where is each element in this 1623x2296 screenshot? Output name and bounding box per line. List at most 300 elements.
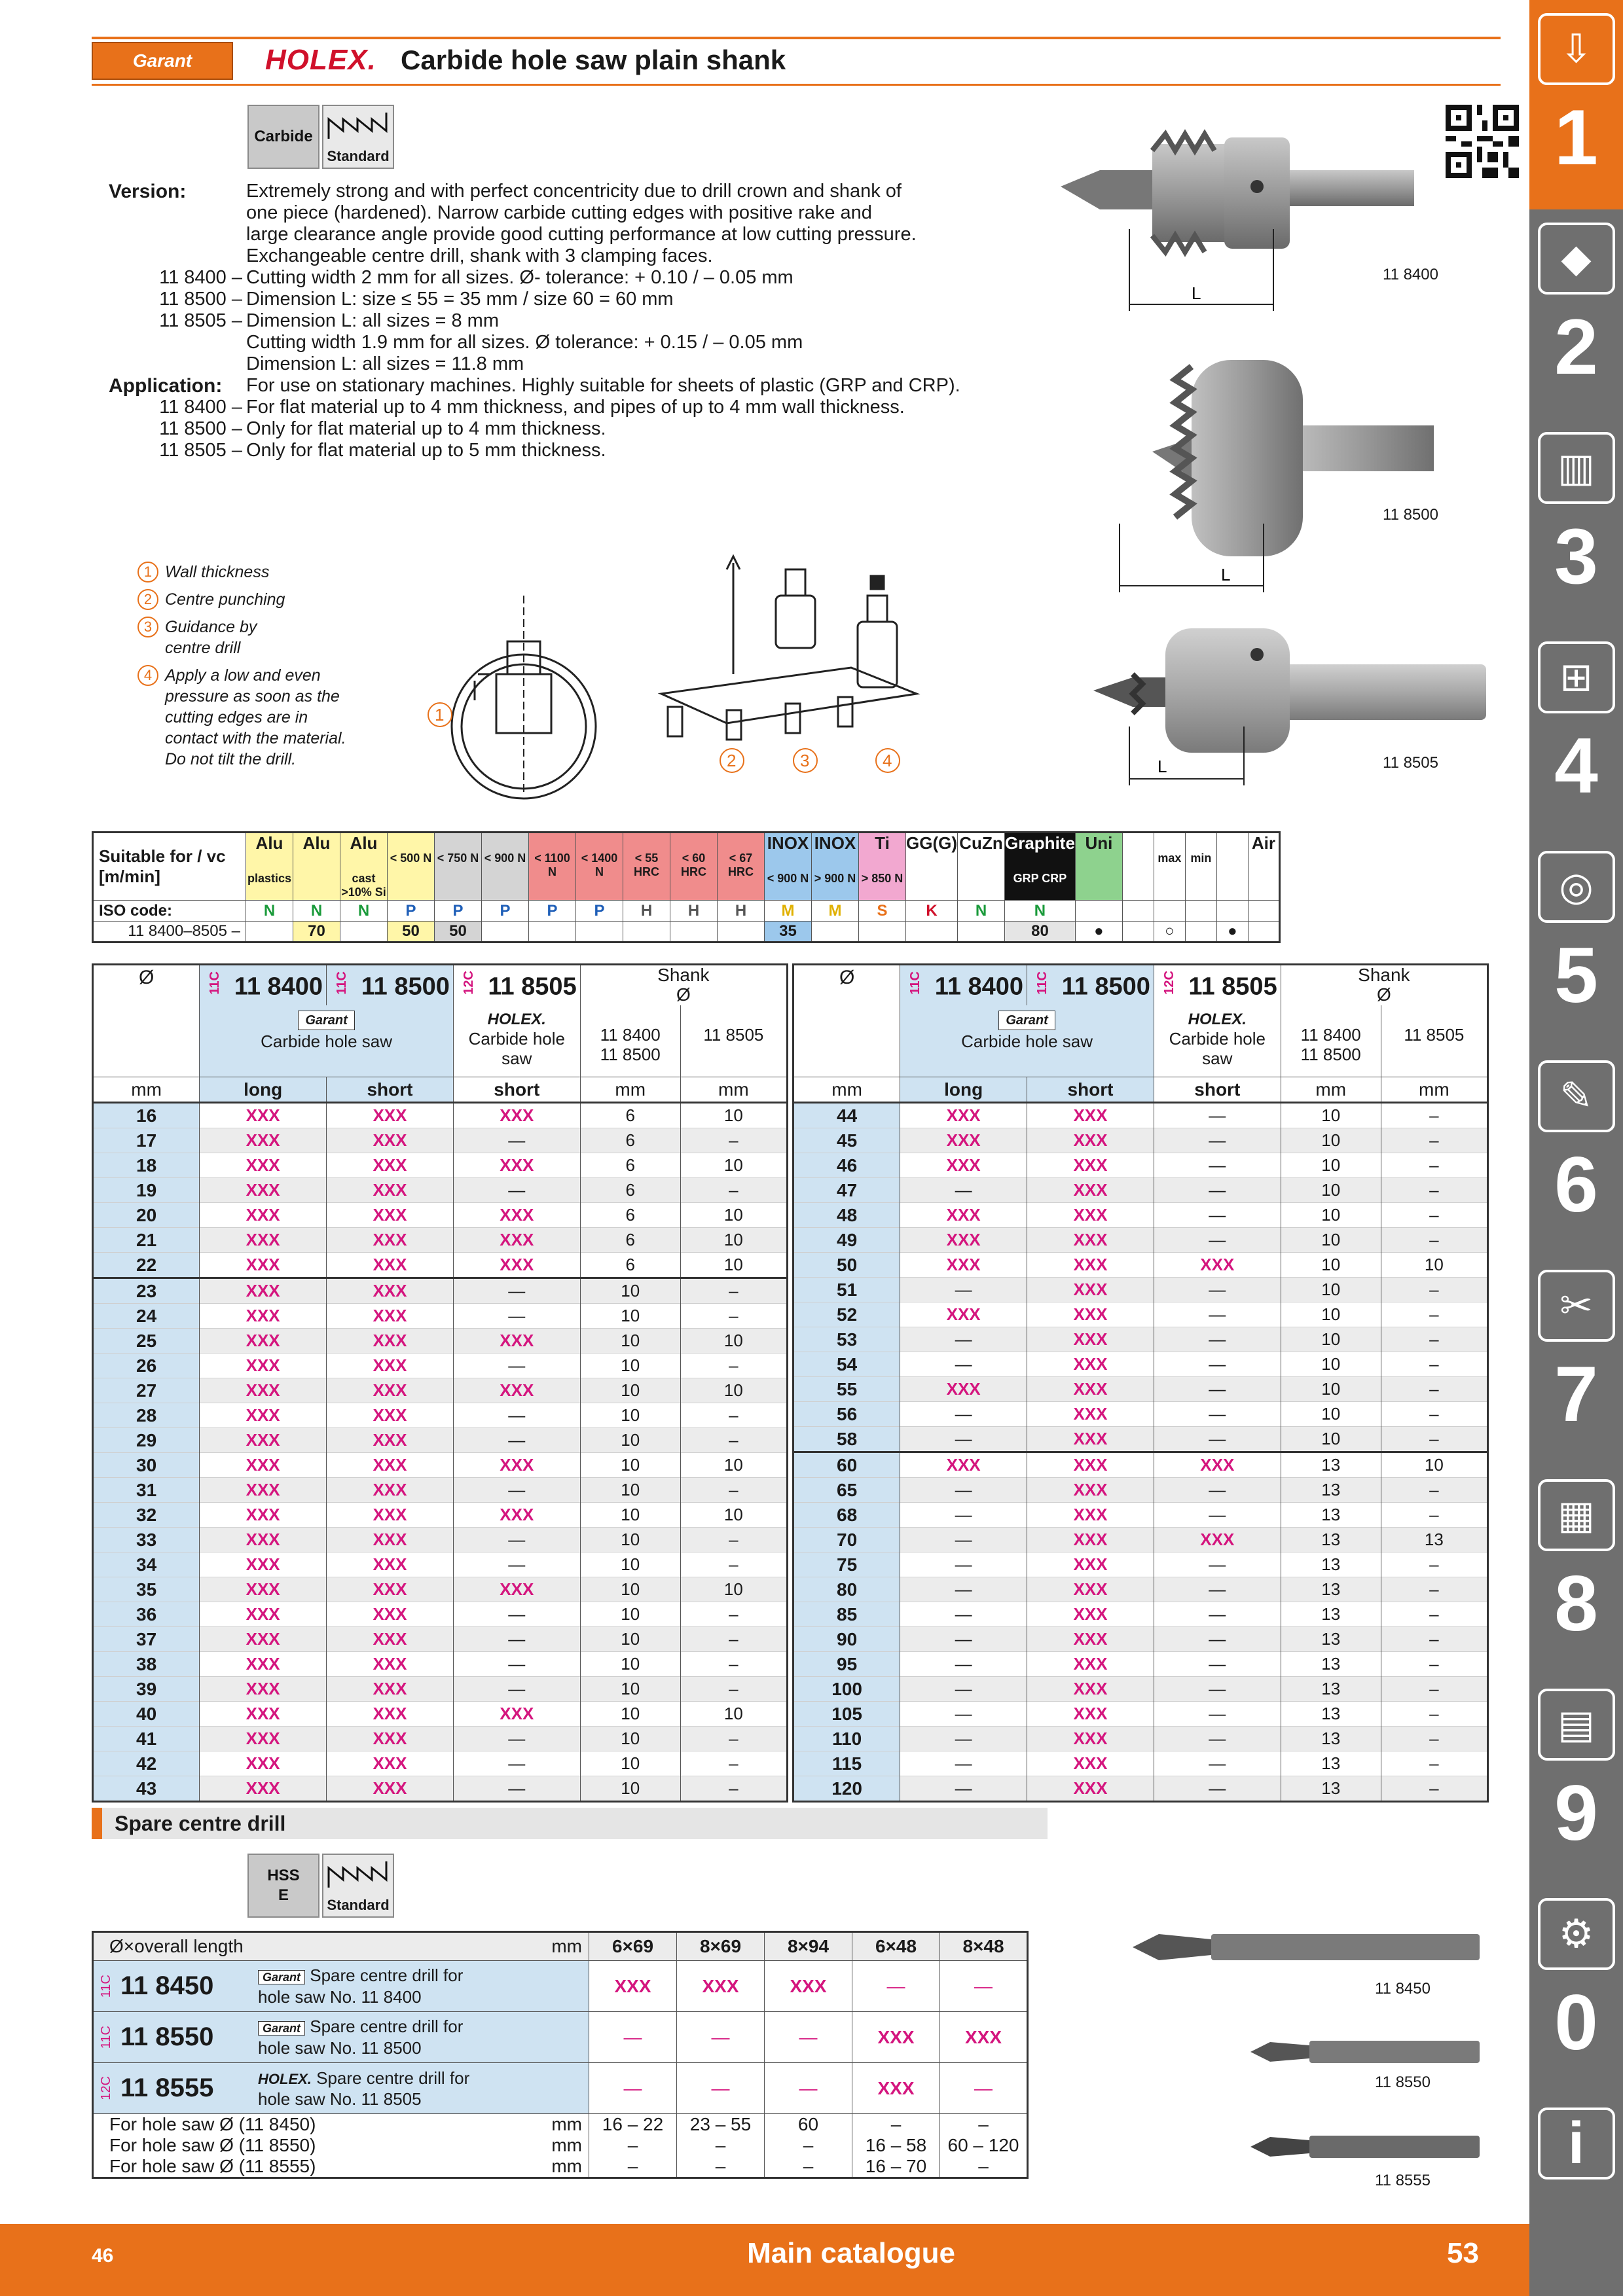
- value-cell: —: [453, 1403, 580, 1428]
- order-cell[interactable]: XXX: [1027, 1627, 1154, 1652]
- cutting-speed-cell: [1122, 922, 1154, 942]
- order-cell[interactable]: XXX: [589, 1961, 677, 2012]
- order-cell[interactable]: XXX: [327, 1776, 454, 1802]
- shank-col-header: 11 8505: [1381, 1005, 1487, 1077]
- value-cell: 13: [1381, 1528, 1487, 1552]
- order-cell[interactable]: XXX: [1027, 1228, 1154, 1253]
- value-cell: –: [1381, 1302, 1487, 1327]
- order-cell[interactable]: XXX: [200, 1727, 327, 1751]
- material-header: [340, 833, 387, 899]
- diameter-cell: 36: [93, 1602, 200, 1627]
- value-cell: —: [453, 1776, 580, 1802]
- order-cell[interactable]: XXX: [1027, 1352, 1154, 1377]
- order-cell[interactable]: XXX: [900, 1128, 1027, 1153]
- table-row: [93, 1503, 788, 1528]
- diameter-cell: 56: [793, 1402, 900, 1427]
- order-cell[interactable]: XXX: [453, 1378, 580, 1403]
- order-cell[interactable]: XXX: [200, 1228, 327, 1253]
- material-header: [576, 852, 623, 879]
- order-cell[interactable]: XXX: [200, 1403, 327, 1428]
- iso-code-cell: P: [435, 901, 482, 922]
- order-cell[interactable]: XXX: [1027, 1751, 1154, 1776]
- order-cell[interactable]: XXX: [1154, 1452, 1281, 1478]
- cutting-speed-cell: [1185, 922, 1216, 942]
- chapter-icon: ⚙: [1538, 1898, 1615, 1970]
- order-cell[interactable]: XXX: [327, 1727, 454, 1751]
- value-cell: 13: [1281, 1677, 1381, 1702]
- cutting-speed-cell: [958, 922, 1005, 942]
- material-header: [1005, 833, 1075, 886]
- order-cell[interactable]: XXX: [900, 1103, 1027, 1128]
- hole-saw-table-left: [92, 963, 788, 1803]
- order-cell[interactable]: XXX: [1027, 1652, 1154, 1677]
- value-cell: 10: [1381, 1452, 1487, 1478]
- material-header: [958, 833, 1004, 853]
- order-cell[interactable]: XXX: [327, 1378, 454, 1403]
- value-cell: 13: [1281, 1602, 1381, 1627]
- value-cell: 6: [580, 1153, 680, 1178]
- cutting-speed-cell: [576, 922, 623, 942]
- value-cell: –: [1381, 1203, 1487, 1228]
- table-row: [93, 1652, 788, 1677]
- order-cell[interactable]: XXX: [677, 1961, 765, 2012]
- order-cell[interactable]: XXX: [327, 1103, 454, 1128]
- value-cell: 13: [1281, 1652, 1381, 1677]
- chapter-number: 8: [1554, 1560, 1598, 1647]
- article-no-header: 12C 11 8505: [453, 965, 580, 1005]
- iso-code-cell: P: [388, 901, 435, 922]
- version-text: Extremely strong and with perfect concentricity due to drill crown and shank of one piece (hardened). Narrow carbide cutting edges with positive rake and large clearance angle provide good cutting performance at low cutting pressure. Exchangeable centre drill, shank with 3 clamping faces.: [246, 181, 917, 266]
- value-cell: 13: [1281, 1751, 1381, 1776]
- order-cell[interactable]: XXX: [200, 1602, 327, 1627]
- value-cell: 10: [580, 1378, 680, 1403]
- value-cell: —: [765, 2012, 852, 2063]
- order-cell[interactable]: XXX: [453, 1253, 580, 1278]
- value-cell: —: [1154, 1402, 1281, 1427]
- range-cell: –: [940, 2156, 1028, 2178]
- size-header-cell: 8×94: [765, 1932, 852, 1961]
- value-cell: 10: [1281, 1377, 1381, 1402]
- order-cell[interactable]: XXX: [1027, 1503, 1154, 1528]
- material-sub: < 500 N: [390, 852, 432, 865]
- value-cell: 10: [580, 1453, 680, 1478]
- order-cell[interactable]: XXX: [200, 1278, 327, 1304]
- table-row: [93, 1478, 788, 1503]
- value-cell: —: [1154, 1503, 1281, 1528]
- order-cell[interactable]: XXX: [900, 1253, 1027, 1278]
- order-cell[interactable]: XXX: [765, 1961, 852, 2012]
- value-cell: –: [680, 1602, 787, 1627]
- order-cell[interactable]: XXX: [852, 2012, 940, 2063]
- value-cell: 6: [580, 1203, 680, 1228]
- chapter-tab-9[interactable]: [1529, 1676, 1623, 1885]
- value-cell: 10: [1281, 1103, 1381, 1128]
- order-cell[interactable]: XXX: [327, 1228, 454, 1253]
- info-icon: i: [1538, 2108, 1615, 2179]
- iso-code-cell: S: [859, 901, 906, 922]
- order-cell[interactable]: XXX: [200, 1203, 327, 1228]
- chapter-number: 3: [1554, 512, 1598, 600]
- application-label: Application:: [109, 375, 223, 397]
- value-cell: 13: [1281, 1452, 1381, 1478]
- order-cell[interactable]: XXX: [327, 1652, 454, 1677]
- order-cell[interactable]: XXX: [1027, 1702, 1154, 1727]
- standard-tile: Standard: [322, 105, 394, 169]
- order-cell[interactable]: XXX: [900, 1153, 1027, 1178]
- value-cell: —: [1154, 1178, 1281, 1203]
- value-cell: –: [680, 1727, 787, 1751]
- value-cell: —: [940, 1961, 1028, 2012]
- order-cell[interactable]: XXX: [327, 1677, 454, 1702]
- value-cell: 10: [1281, 1228, 1381, 1253]
- diameter-cell: 39: [93, 1677, 200, 1702]
- iso-code-cell: H: [718, 901, 765, 922]
- order-cell[interactable]: XXX: [1027, 1402, 1154, 1427]
- section-marker: [92, 1808, 102, 1839]
- order-cell[interactable]: XXX: [327, 1354, 454, 1378]
- order-cell[interactable]: XXX: [1027, 1528, 1154, 1552]
- suitability-table: [92, 831, 1281, 943]
- value-cell: –: [680, 1677, 787, 1702]
- order-cell[interactable]: XXX: [200, 1428, 327, 1453]
- order-cell[interactable]: XXX: [200, 1178, 327, 1203]
- order-cell[interactable]: XXX: [1027, 1377, 1154, 1402]
- value-cell: —: [453, 1627, 580, 1652]
- order-cell[interactable]: XXX: [1027, 1577, 1154, 1602]
- order-cell[interactable]: XXX: [200, 1378, 327, 1403]
- diameter-cell: 44: [793, 1103, 900, 1128]
- order-cell[interactable]: XXX: [200, 1478, 327, 1503]
- iso-code-cell: [1216, 901, 1248, 922]
- material-name: Air: [1251, 833, 1275, 853]
- material-header-cell: [246, 833, 293, 901]
- order-cell[interactable]: XXX: [327, 1453, 454, 1478]
- order-cell[interactable]: XXX: [327, 1627, 454, 1652]
- for-hole-saw-row: [93, 2156, 1028, 2178]
- order-cell[interactable]: XXX: [327, 1503, 454, 1528]
- order-cell[interactable]: XXX: [1027, 1452, 1154, 1478]
- table-row: [93, 1103, 788, 1128]
- order-cell[interactable]: XXX: [200, 1354, 327, 1378]
- value-cell: —: [453, 1278, 580, 1304]
- table-row: [793, 1602, 1488, 1627]
- value-cell: 10: [1281, 1153, 1381, 1178]
- order-cell[interactable]: XXX: [1027, 1203, 1154, 1228]
- chapter-tab-4[interactable]: [1529, 628, 1623, 838]
- qr-code-icon[interactable]: [1446, 105, 1519, 178]
- order-cell[interactable]: XXX: [200, 1304, 327, 1329]
- order-cell[interactable]: XXX: [327, 1304, 454, 1329]
- chapter-tab-3[interactable]: [1529, 419, 1623, 628]
- order-cell[interactable]: XXX: [327, 1552, 454, 1577]
- order-cell[interactable]: XXX: [200, 1528, 327, 1552]
- order-cell[interactable]: XXX: [1027, 1302, 1154, 1327]
- diameter-cell: 115: [793, 1751, 900, 1776]
- table-header-row: [93, 965, 788, 1005]
- order-cell[interactable]: XXX: [200, 1552, 327, 1577]
- order-cell[interactable]: XXX: [327, 1702, 454, 1727]
- table-row: [793, 1702, 1488, 1727]
- value-cell: —: [900, 1402, 1027, 1427]
- order-cell[interactable]: XXX: [453, 1203, 580, 1228]
- order-cell[interactable]: XXX: [1154, 1253, 1281, 1278]
- order-cell[interactable]: XXX: [327, 1128, 454, 1153]
- order-cell[interactable]: XXX: [1027, 1552, 1154, 1577]
- material-header: [1076, 833, 1122, 853]
- chapter-number: 7: [1554, 1350, 1598, 1438]
- holex-desc-cell: HOLEX. Carbide hole saw: [453, 1005, 580, 1077]
- order-cell[interactable]: XXX: [327, 1528, 454, 1552]
- value-cell: –: [1381, 1727, 1487, 1751]
- table-row: [793, 1327, 1488, 1352]
- order-cell[interactable]: XXX: [200, 1677, 327, 1702]
- order-cell[interactable]: XXX: [453, 1453, 580, 1478]
- value-cell: —: [852, 1961, 940, 2012]
- value-cell: 13: [1281, 1702, 1381, 1727]
- order-cell[interactable]: XXX: [200, 1103, 327, 1128]
- order-cell[interactable]: XXX: [900, 1452, 1027, 1478]
- page-number-right: 53: [1447, 2237, 1479, 2269]
- order-cell[interactable]: XXX: [327, 1203, 454, 1228]
- value-cell: –: [1381, 1702, 1487, 1727]
- unit-cell: mm: [793, 1077, 900, 1103]
- material-header-cell: [529, 833, 576, 901]
- value-cell: 10: [680, 1329, 787, 1354]
- diameter-cell: 22: [93, 1253, 200, 1278]
- material-header: [859, 833, 905, 886]
- value-cell: 10: [580, 1478, 680, 1503]
- unit-cell: mm: [1281, 1077, 1381, 1103]
- value-cell: —: [1154, 1776, 1281, 1802]
- order-cell[interactable]: XXX: [327, 1428, 454, 1453]
- order-cell[interactable]: XXX: [900, 1377, 1027, 1402]
- table-row: [93, 1378, 788, 1403]
- order-cell[interactable]: XXX: [1027, 1602, 1154, 1627]
- order-cell[interactable]: XXX: [453, 1702, 580, 1727]
- order-cell[interactable]: XXX: [200, 1577, 327, 1602]
- table-row: [793, 1452, 1488, 1478]
- order-cell[interactable]: XXX: [200, 1253, 327, 1278]
- chapter-number: 6: [1554, 1141, 1598, 1229]
- article-no-header: 12C 11 8505: [1154, 965, 1281, 1005]
- order-cell[interactable]: XXX: [1027, 1727, 1154, 1751]
- chapter-tab-1[interactable]: [1529, 0, 1623, 209]
- order-cell[interactable]: XXX: [327, 1253, 454, 1278]
- iso-code-cell: H: [623, 901, 670, 922]
- order-cell[interactable]: XXX: [327, 1602, 454, 1627]
- cutting-speed-cell: 80: [1005, 922, 1076, 942]
- value-cell: —: [589, 2063, 677, 2114]
- order-cell[interactable]: XXX: [1027, 1478, 1154, 1503]
- material-header-cell: [859, 833, 906, 901]
- table-row: [93, 1776, 788, 1802]
- chapter-tab-5[interactable]: [1529, 838, 1623, 1047]
- header-rule-bottom: [92, 84, 1501, 86]
- value-cell: –: [1381, 1128, 1487, 1153]
- table-row: [793, 1153, 1488, 1178]
- material-header-cell: [1122, 833, 1154, 901]
- order-cell[interactable]: XXX: [200, 1503, 327, 1528]
- order-cell[interactable]: XXX: [1027, 1677, 1154, 1702]
- order-cell[interactable]: XXX: [1027, 1253, 1154, 1278]
- value-cell: –: [1381, 1503, 1487, 1528]
- for-hole-saw-row: [93, 2135, 1028, 2156]
- unit-cell: short: [453, 1077, 580, 1103]
- chapter-icon: ◆: [1538, 223, 1615, 295]
- order-cell[interactable]: XXX: [200, 1776, 327, 1802]
- order-cell[interactable]: XXX: [200, 1627, 327, 1652]
- order-cell[interactable]: XXX: [453, 1103, 580, 1128]
- iso-code-cell: [1122, 901, 1154, 922]
- order-cell[interactable]: XXX: [1027, 1128, 1154, 1153]
- value-cell: —: [1154, 1228, 1281, 1253]
- order-cell[interactable]: XXX: [1027, 1103, 1154, 1128]
- table-row: [793, 1503, 1488, 1528]
- chapter-number: 0: [1554, 1979, 1598, 2066]
- order-cell[interactable]: XXX: [453, 1577, 580, 1602]
- order-cell[interactable]: XXX: [200, 1702, 327, 1727]
- value-cell: —: [1154, 1352, 1281, 1377]
- order-cell[interactable]: XXX: [327, 1478, 454, 1503]
- order-cell[interactable]: XXX: [1027, 1427, 1154, 1452]
- value-cell: —: [900, 1478, 1027, 1503]
- order-cell[interactable]: XXX: [1027, 1776, 1154, 1802]
- material-sub: GRP CRP: [1013, 872, 1067, 885]
- order-cell[interactable]: XXX: [200, 1652, 327, 1677]
- cutting-speed-cell: [482, 922, 529, 942]
- material-header: [435, 852, 481, 865]
- material-sub: > 900 N: [814, 872, 856, 885]
- order-cell[interactable]: XXX: [1027, 1278, 1154, 1302]
- value-cell: 10: [680, 1577, 787, 1602]
- order-cell[interactable]: XXX: [940, 2012, 1028, 2063]
- order-cell[interactable]: XXX: [1154, 1528, 1281, 1552]
- diameter-cell: 32: [93, 1503, 200, 1528]
- order-cell[interactable]: XXX: [900, 1228, 1027, 1253]
- order-cell[interactable]: XXX: [327, 1329, 454, 1354]
- drill-118450-image: [1133, 1928, 1486, 1967]
- material-header: [1186, 852, 1216, 865]
- table-row: [93, 1253, 788, 1278]
- table-row: [793, 1427, 1488, 1452]
- order-cell[interactable]: XXX: [327, 1153, 454, 1178]
- application-numbers: 11 8400 – 11 8500 – 11 8505 –: [159, 397, 242, 461]
- order-cell[interactable]: XXX: [1027, 1153, 1154, 1178]
- size-header-label: Ø×overall length mm: [93, 1932, 589, 1961]
- footer-title: Main catalogue: [747, 2237, 955, 2269]
- order-cell[interactable]: XXX: [327, 1751, 454, 1776]
- section-title: Spare centre drill: [115, 1811, 286, 1835]
- table-row: [793, 1228, 1488, 1253]
- material-header-cell: [340, 833, 388, 901]
- order-cell[interactable]: XXX: [327, 1178, 454, 1203]
- table-row: [93, 1751, 788, 1776]
- order-cell[interactable]: XXX: [200, 1329, 327, 1354]
- order-cell[interactable]: XXX: [200, 1153, 327, 1178]
- order-cell[interactable]: XXX: [900, 1203, 1027, 1228]
- cutting-speed-cell: 50: [388, 922, 435, 942]
- order-cell[interactable]: XXX: [453, 1153, 580, 1178]
- diameter-cell: 20: [93, 1203, 200, 1228]
- value-cell: 10: [1281, 1203, 1381, 1228]
- value-cell: 10: [580, 1403, 680, 1428]
- order-cell[interactable]: XXX: [327, 1278, 454, 1304]
- order-cell[interactable]: XXX: [200, 1453, 327, 1478]
- diameter-cell: 49: [793, 1228, 900, 1253]
- iso-code-cell: N: [246, 901, 293, 922]
- spare-row: [93, 2063, 1028, 2114]
- diagram-callout-3: 3: [800, 751, 810, 770]
- value-cell: —: [1154, 1652, 1281, 1677]
- iso-code-cell: N: [1005, 901, 1076, 922]
- order-cell[interactable]: XXX: [1027, 1327, 1154, 1352]
- range-cell: –: [677, 2135, 765, 2156]
- diagram-callout-2: 2: [727, 751, 737, 770]
- value-cell: —: [677, 2012, 765, 2063]
- value-cell: 13: [1281, 1776, 1381, 1802]
- table-row: [93, 1453, 788, 1478]
- value-cell: —: [1154, 1302, 1281, 1327]
- cutting-speed-cell: [529, 922, 576, 942]
- chapter-tab-0[interactable]: [1529, 1885, 1623, 2094]
- material-header: [246, 833, 293, 886]
- usage-diagram: [419, 543, 1008, 818]
- unit-cell: short: [1154, 1077, 1281, 1103]
- value-cell: —: [1154, 1427, 1281, 1452]
- order-cell[interactable]: XXX: [327, 1403, 454, 1428]
- hole-saw-table-right: [792, 963, 1489, 1803]
- material-name: Uni: [1085, 833, 1113, 853]
- order-cell[interactable]: XXX: [453, 1503, 580, 1528]
- chapter-tab-2[interactable]: [1529, 209, 1623, 419]
- hole-saw-118400-image: [1061, 124, 1427, 314]
- diameter-cell: 27: [93, 1378, 200, 1403]
- chapter-tab-i[interactable]: [1529, 2094, 1623, 2199]
- material-name: CuZn: [959, 833, 1003, 853]
- cutting-speed-cell: [670, 922, 718, 942]
- chapter-tab-8[interactable]: [1529, 1466, 1623, 1676]
- material-sub: < 67 HRC: [728, 852, 754, 878]
- diameter-cell: 46: [793, 1153, 900, 1178]
- suitability-label: Suitable for / vc [m/min]: [93, 833, 246, 901]
- diagram-callout-1: 1: [435, 705, 445, 725]
- value-cell: –: [1381, 1776, 1487, 1802]
- value-cell: —: [900, 1327, 1027, 1352]
- shank-col-header: 11 8505: [680, 1005, 787, 1077]
- order-cell[interactable]: XXX: [200, 1128, 327, 1153]
- cutting-speed-cell: [906, 922, 958, 942]
- material-sub: min: [1190, 852, 1212, 865]
- spare-row: [93, 1961, 1028, 2012]
- value-cell: 6: [580, 1253, 680, 1278]
- material-header-cell: [435, 833, 482, 901]
- order-cell[interactable]: XXX: [852, 2063, 940, 2114]
- order-cell[interactable]: XXX: [327, 1577, 454, 1602]
- value-cell: –: [680, 1304, 787, 1329]
- table-row: [793, 1727, 1488, 1751]
- order-cell[interactable]: XXX: [453, 1228, 580, 1253]
- order-cell[interactable]: XXX: [1027, 1178, 1154, 1203]
- order-cell[interactable]: XXX: [200, 1751, 327, 1776]
- material-sub: max: [1158, 852, 1182, 865]
- order-cell[interactable]: XXX: [900, 1302, 1027, 1327]
- table-row: [93, 1727, 788, 1751]
- table-row: [793, 1577, 1488, 1602]
- order-cell[interactable]: XXX: [453, 1329, 580, 1354]
- chapter-tab-7[interactable]: [1529, 1257, 1623, 1466]
- size-header-cell: 6×48: [852, 1932, 940, 1961]
- chapter-tab-6[interactable]: [1529, 1047, 1623, 1257]
